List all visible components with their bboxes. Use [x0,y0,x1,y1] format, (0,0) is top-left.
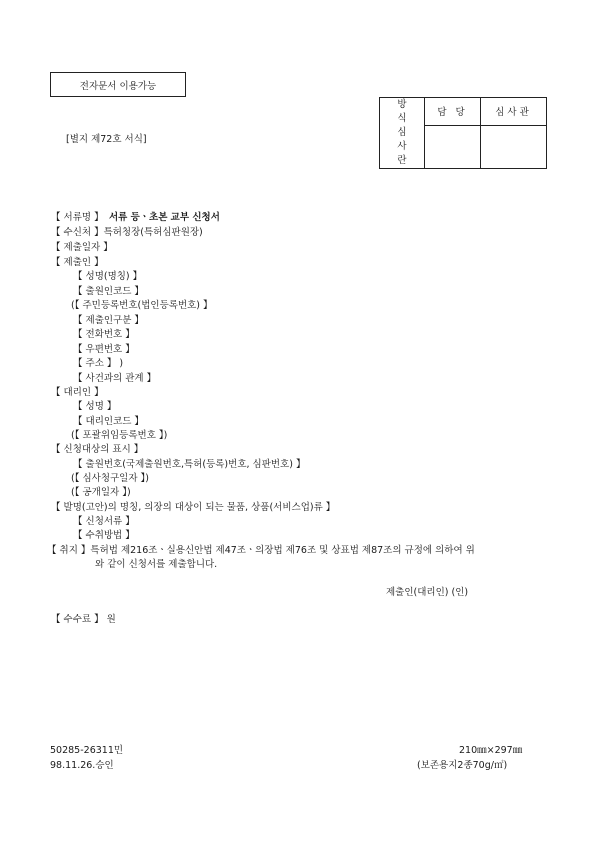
form-line: 98.11.26.승인 [50,760,114,771]
form-line: 【 취지 】특허법 제216조ㆍ실용신안법 제47조ㆍ의장법 제76조 및 상표법 제87조의 규정에 의하여 위 [47,545,475,556]
form-line: 【 수신처 】특허청장(특허심판원장) [51,227,203,238]
form-line: 【 신청대상의 표시 】 [51,444,144,455]
form-line: 50285-26311민 [50,745,124,756]
form-line: 와 같이 신청서를 제출합니다. [95,559,218,570]
electronic-document-box [50,72,186,97]
form-line: 【 사건과의 관계 】 [73,373,157,384]
form-line: (【 심사청구일자 】) [71,473,150,484]
form-line: 【 대리인코드 】 [73,416,144,427]
electronic-document-label: 전자문서 이용가능 [79,80,157,92]
form-line: 【 신청서류 】 [73,516,135,527]
form-line: (보존용지2종70g/㎡) [417,760,508,771]
form-line: 【 출원번호(국제출원번호,특허(등록)번호, 심판번호) 】 [73,459,306,470]
form-line: 【 출원인코드 】 [73,286,144,297]
form-line: 【 제출인구분 】 [73,315,144,326]
form-line: 【 서류명 】 [51,212,104,223]
form-line: (【 공개일자 】) [71,487,131,498]
form-line: 【 우편번호 】 [73,344,135,355]
form-line: 【 제출인 】 [51,257,104,268]
form-line: 【 발명(고안)의 명칭, 의장의 대상이 되는 물품, 상품(서비스업)류 】 [51,502,336,513]
approval-header-examiner: 심사관 [481,98,547,126]
form-line: 【 성명(명칭) 】 [73,271,143,282]
form-line: 【 대리인 】 [51,387,104,398]
form-line: 【 수취방법 】 [73,530,135,541]
form-line: (【 포괄위임등록번호 】) [71,430,168,441]
approval-header-staff: 담 당 [425,98,481,126]
approval-cell-examiner[interactable] [481,125,547,168]
form-line: 210㎜×297㎜ [459,745,523,756]
form-line: 【 성명 】 [73,401,117,412]
approval-cell-staff[interactable] [425,125,481,168]
form-number-label: [별지 제72호 서식] [66,134,147,145]
form-line: 【 전화번호 】 [73,329,135,340]
form-line: 【 수수료 】 원 [51,614,116,625]
approval-side-label: 방 식 심 사 란 [380,98,425,169]
form-line: 【 주소 】 ) [73,358,124,369]
form-line: 제출인(대리인) (인) [386,587,469,598]
document-title: 서류 등ㆍ초본 교부 신청서 [109,212,220,223]
approval-table [379,97,547,169]
form-line: 【 제출일자 】 [51,242,113,253]
form-line: (【 주민등록번호(법인등록번호) 】 [71,300,213,311]
